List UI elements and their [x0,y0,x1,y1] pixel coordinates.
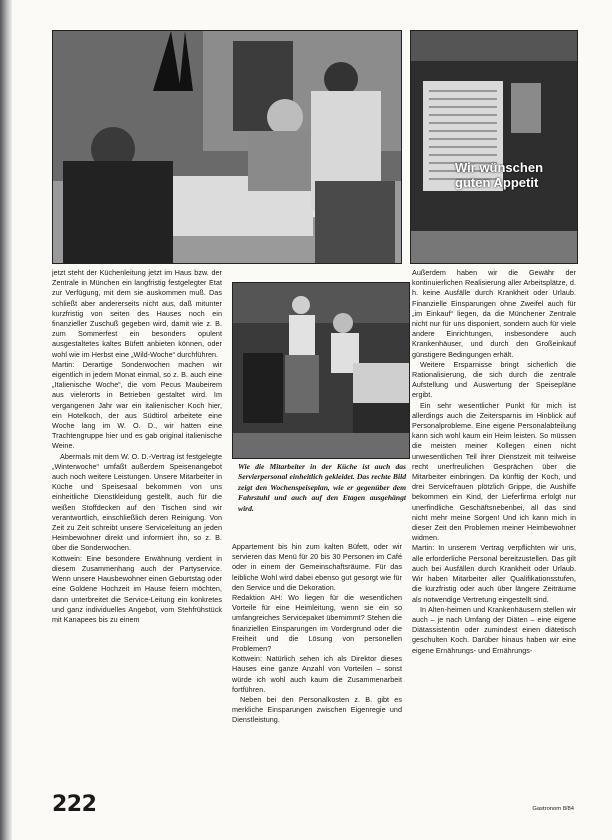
paragraph: Kottwein: Natürlich sehen ich als Direktor dieses Hauses eine ganze Anzahl von Vorteilen – sonst würde ich wohl auch kaum die Zusammenarbeit fortführen. [232,654,402,694]
text-column-1 [52,268,222,783]
photo-dining-room [52,30,402,264]
text-column-3 [412,268,576,788]
text-column-2 [232,542,402,787]
footer-issue: Gastronom 8/84 [532,806,574,812]
paragraph: Appartement bis hin zum kalten Büfett, oder wir servieren das Menü für 20 bis 30 Personen im Café oder in einem der Gemeinschaftsräume. Für das leibliche Wohl wird dabei ebenso gut gesorgt wie für den Service und die Dekoration. [232,542,402,592]
paragraph: Kottwein: Eine besondere Erwähnung verdient in diesem Zusammenhang auch der Partyservice. Wenn unsere Hausbewohner einen Geburtstag oder eine Goldene Hochzeit im Hause feiern möchten, dann unterbreitet die Service-Leitung ein konkretes und ganz individuelles Angebot, vom Stehfrühstück mit Kanapees bis zu einem [52,553,222,624]
paragraph: jetzt steht der Küchenleitung jetzt im Haus bzw. der Zentrale in München ein langfristig festgelegter Etat zur Verfügung, mit dem sie auskommen muß. Das schließt aber andererseits nicht aus, daß mitunter kurzfristig von seiten des Hauses noch ein finanzieller Zuschuß gegeben wird, damit wie z. B. zum Sommerfest ein besonders opulent ausgestaltetes kaltes Büfett anbieten können, oder wohl wie im Herbst eine „Wild-Woche“ durchführen. [52,268,222,359]
paragraph: In Alten-heimen und Krankenhäusern stellen wir auch – je nach Umfang der Diäten – eine eigene Diätassistentin oder zumindest einen diätetisch geschulten Koch. Darüber hinaus haben wir eine eigene Ernährungs- und Ernährungs- [412,604,576,655]
paragraph: Abermals mit dem W. O. D.-Vertrag ist festgelegte „Winterwoche“ umfaßt außerdem Speisenangebot auch noch weitere Leistungen. Unsere Mitarbeiter in Küche und Speisesaal bekommen von uns einheitliche Dienstkleidung gestellt, auch für die weißen Stoffdecken auf den Tischen sind wir verantwortlich, einschließlich deren Reinigung. Von Zeit zu Zeit schreibt unsere Serviceleitung an jeden Heimbewohner direkt und informiert ihn, so z. B. über die Sonderwochen. [52,451,222,553]
photo-menu-board [410,30,578,264]
page-number: 222 [52,792,97,817]
paragraph: Martin: Derartige Sonderwochen machen wir eigentlich in jedem Monat einmal, so z. B. auch eine „Italienische Woche“, die vom Pecus Maubeirem aus vielerorts in Betrieben gestaltet wird. Im vergangenen Jahr war ein italienischer Koch hier, ein Hotelkoch, der aus Südtirol arbeitete eine Woche lang im W. O. D., wir hatten eine Trachtengruppe hier und es gab original italienische Weine. [52,359,222,451]
paragraph: Ein sehr wesentlicher Punkt für mich ist allerdings auch die Zeitersparnis im Hinblick auf Personalprobleme. Eine eigene Personalabteilung kann sich wohl kaum ein Heim leisten. So müssen die meisten meiner Kollegen einen nicht unwesentlichen Teil ihrer Dienstzeit mit teilweise recht unerfreulichen Gesprächen über die Mitarbeiter einbringen. Da künftig der Koch, und drei Servicefrauen plötzlich Grippe, die Aushilfe bekommen ein Kind, der Lieferfirma erfolgt nur unerfindliche Geschäftsnebenbei, all das sind nicht mehr meine Sorgen! Und ich kann mich in dieser Zeit den Problemen meiner Heimbewohner widmen. [412,400,576,543]
menu-board-slogan: Wir wünschen guten Appetit [455,160,544,190]
photo-caption: Wie die Mitarbeiter in der Küche ist auch das Servierpersonal einheitlich gekleidet. Das rechte Bild zeigt den Wochenspeiseplan, wie er gegenüber dem Fahrstuhl und auch auf den Etagen ausgehängt wird. [238,462,406,513]
paragraph: Weitere Ersparnisse bringt sicherlich die Rationalisierung, die sich durch die zentrale Aufstellung und Auswertung der Speisepläne ergibt. [412,359,576,400]
paragraph: Redaktion AH: Wo liegen für die wesentlichen Vorteile für eine Heimleitung, wenn sie ein so umfangreiches Servicepaket übernimmt? Stehen die finanziellen Einsparungen im Vordergrund oder die Freiheit und die Lösung von personellen Problemen? [232,593,402,654]
page-binding-shadow [0,0,12,840]
photo-servers [232,282,410,459]
paragraph: Außerdem haben wir die Gewähr der kontinuierlichen Realisierung aller Arbeitsplätze, d. h. keine Ausfälle durch Krankheit oder Urlaub. Finanzielle Einsparungen ohne Zweifel auch für „im Einkauf“ liegen, da die Münchener Zentrale nicht nur für uns disponiert, sondern auch für viele andere Einrichtungen, insbesondere auch Krankenhäuser, und durch den Großeinkauf günstigere Bedingungen erhält. [412,268,576,359]
paragraph: Martin: In unserem Vertrag verpflichten wir uns, alle erforderliche Personal bereitzustellen. Das gilt auch bei Ausfällen durch Krankheit oder Urlaub. Wir haben Mitarbeiter aller Qualifikationsstufen, die kurzfristig oder auch über längere Zeiträume als notwendige Vertretung eingestellt sind. [412,543,576,604]
paragraph: Neben bei den Personalkosten z. B. gibt es merkliche Einsparungen zwischen Eigenregie und Dienstleistung. [232,695,402,725]
